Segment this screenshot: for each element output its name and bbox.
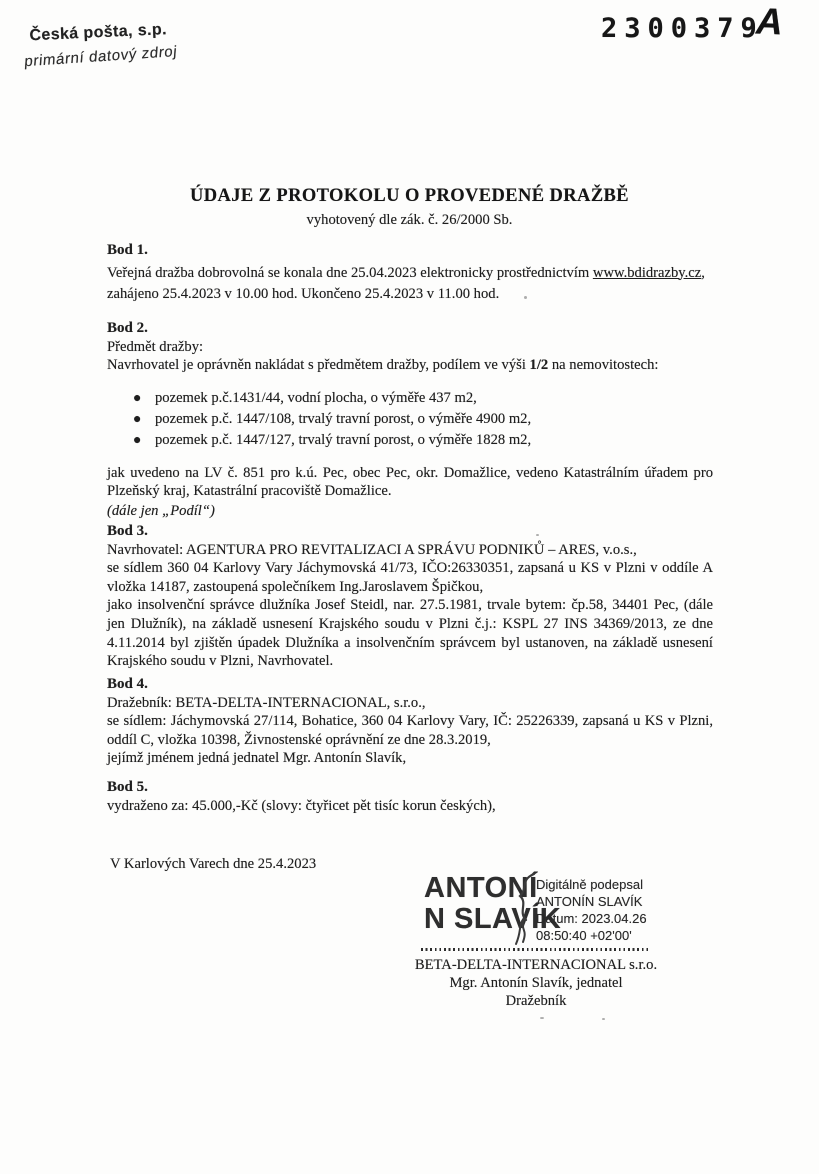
digital-signature-detail-line: ANTONÍN SLAVÍK [536,894,643,909]
bod-3-heading: Bod 3. [107,523,148,539]
signature-representative: Mgr. Antonín Slavík, jednatel [449,975,623,992]
auctioneer-name-line: Dražebník: BETA-DELTA-INTERNACIONAL, s.r.o., [107,694,426,711]
bod-2-intro-after: na nemovitostech: [548,357,659,374]
auctioneer-registration-line: se sídlem: Jáchymovská 27/114, Bohatice, 360 04 Karlovy Vary, IČ: 25226339, zapsaná u KS v Plzni, oddíl C, vložka 10398, Živnostenské oprávnění ze dne 28.3.2019, [107,713,713,748]
scan-speck [536,534,539,536]
signature-block [400,956,672,1011]
auction-price-line: vydraženo za: 45.000,-Kč (slovy: čtyřicet pět tisíc korun českých), [107,797,496,814]
bod-2-intro [107,356,713,375]
bod-1-paragraph [107,263,713,284]
digital-signature-name-line1: ANTONÍ [424,872,538,904]
bod-2-intro-before: Navrhovatel je oprávněn nakládat s předmětem dražby, podílem ve výši [107,357,530,374]
place-date-line: V Karlových Varech dne 25.4.2023 [110,856,317,872]
section-bod-5 [107,778,713,815]
registry-note: jak uvedeno na LV č. 851 pro k.ú. Pec, obec Pec, okr. Domažlice, vedeno Katastrálním úřadem pro Plzeňský kraj, Katastrální pracoviště Domažlice. [107,464,713,500]
signature-role: Dražebník [505,993,567,1010]
proposer-name-line: Navrhovatel: AGENTURA PRO REVITALIZACI A SPRÁVU PODNIKŮ – ARES, v.o.s., [107,541,637,558]
bullet-icon: ● [133,390,142,406]
parcel-list [107,388,713,451]
bod-2-heading: Bod 2. [107,320,148,336]
alias-note: (dále jen „Podíl“) [107,502,215,519]
postal-header [23,21,178,71]
scan-speck [524,296,527,299]
parcel-list-item [107,409,713,430]
section-bod-4 [107,675,713,768]
scan-speck [540,1017,544,1019]
digital-signature-detail-line: 08:50:40 +02'00' [536,928,632,943]
bod-1-heading: Bod 1. [107,242,148,258]
parcel-text: pozemek p.č. 1447/108, trvalý travní porost, o výměře 4900 m2, [155,410,532,427]
bod-1-text-before-link: Veřejná dražba dobrovolná se konala dne 25.04.2023 elektronicky prostřednictvím [107,264,593,281]
auction-website-link: www.bdidrazby.cz [592,264,702,281]
parcel-list-item [107,388,713,409]
parcel-list-item [107,430,713,451]
parcel-text: pozemek p.č. 1447/127, trvalý travní porost, o výměře 1828 m2, [155,431,532,448]
digital-signature-detail-line: Digitálně podepsal [536,877,643,892]
scan-speck [602,1018,605,1020]
proposer-registration-line: se sídlem 360 04 Karlovy Vary Jáchymovská 41/73, IČO:26330351, zapsaná u KS v Plzni v oddíle A vložka 14187, zastoupená společníkem Ing.Jaroslavem Špičkou, [107,560,713,595]
bullet-icon: ● [133,411,142,427]
bod-1-line-2: zahájeno 25.4.2023 v 10.00 hod. Ukončeno 25.4.2023 v 11.00 hod. [107,286,500,302]
share-fraction: 1/2 [529,357,549,374]
section-bod-2 [107,319,713,521]
signature-company: BETA-DELTA-INTERNACIONAL s.r.o. [414,957,658,973]
bod-5-heading: Bod 5. [107,779,148,795]
signature-dotted-line [421,948,649,951]
document-subtitle: vyhotovený dle zák. č. 26/2000 Sb. [306,212,513,228]
section-bod-3 [107,522,713,671]
handwritten-letter-mark: A [755,0,784,43]
postal-company-name: Česká pošta, s.p. [29,21,168,45]
insolvency-details-line: jako insolvenční správce dlužníka Josef Steidl, nar. 27.5.1981, trvale bytem: čp.58, 34401 Pec, (dále jen Dlužník), na základě usnesení Krajského soudu v Plzni č.j.: KSPL 27 INS 34369/2013, ze dne 4.11.2014 byl zjištěn úpadek Dlužníka a insolvenčním správcem byl ustanoven, na základě usnesení Krajského soudu v Plzni, Navrhovatel. [107,597,713,670]
bod-1-text-after-link: , [701,264,705,281]
document-title: ÚDAJE Z PROTOKOLU O PROVEDENÉ DRAŽBĚ [189,186,630,206]
digital-signature-name-line2: N SLAVÍK [424,903,562,935]
bullet-icon: ● [133,432,142,448]
digital-signature-detail-line: Datum: 2023.04.26 [536,911,647,926]
bod-2-subject-label: Předmět dražby: [107,338,204,355]
section-bod-1 [107,241,713,305]
file-number-stamp: 2300379 [601,13,764,44]
bod-4-heading: Bod 4. [107,676,148,692]
digital-signature-details [536,876,647,944]
auctioneer-representative-line: jejímž jménem jedná jednatel Mgr. Antonín Slavík, [107,750,407,767]
parcel-text: pozemek p.č.1431/44, vodní plocha, o výměře 437 m2, [155,389,477,406]
postal-source-note: primární datový zdroj [23,43,178,71]
